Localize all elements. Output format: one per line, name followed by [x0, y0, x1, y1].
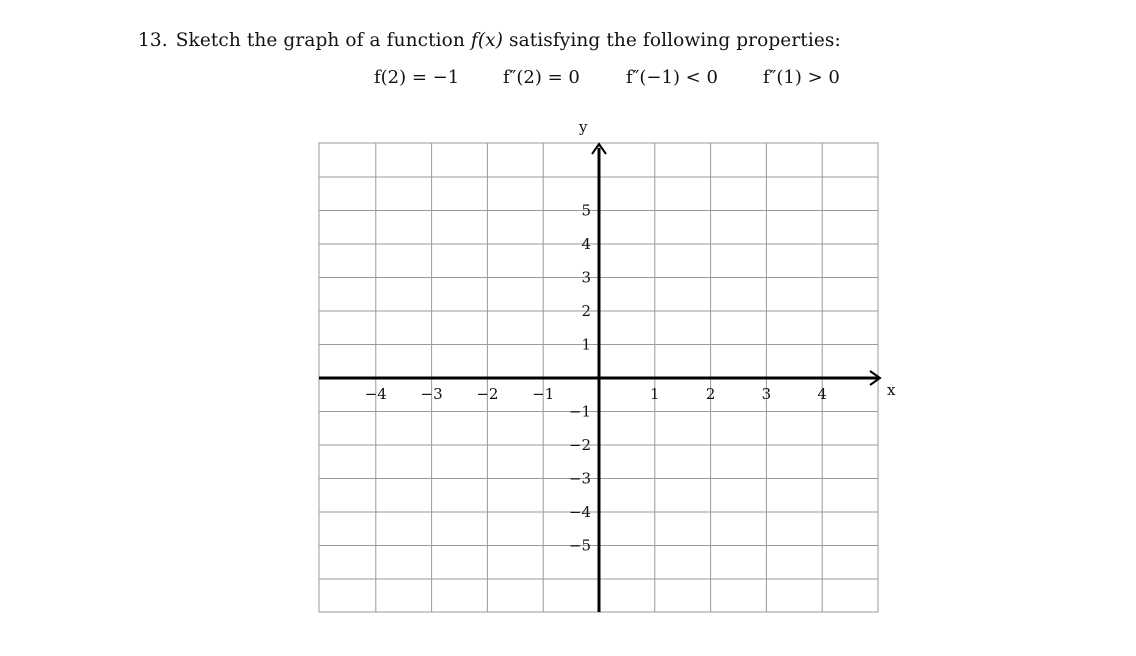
- x-tick-label: −3: [420, 385, 443, 403]
- x-tick-label: 2: [705, 385, 716, 403]
- y-tick-label: 2: [581, 302, 591, 320]
- instruction-text-end: satisfying the following properties:: [503, 30, 841, 51]
- axes: [319, 144, 880, 612]
- x-axis-label: x: [887, 381, 896, 399]
- problem-number: 13.: [138, 30, 168, 51]
- y-tick-label: −2: [568, 436, 591, 454]
- x-tick-label: 4: [817, 385, 827, 403]
- property-second-derivative-at-neg1: f″(−1) < 0: [626, 67, 718, 88]
- x-tick-label: 1: [650, 385, 660, 403]
- y-tick-label: 3: [581, 268, 591, 287]
- x-tick-label: 3: [761, 385, 772, 403]
- property-second-derivative-at-2: f″(2) = 0: [503, 67, 580, 88]
- instruction-text-start: Sketch the graph of a function: [175, 30, 471, 51]
- y-tick-label: −5: [568, 536, 591, 555]
- instruction-function-notation: f(x): [470, 30, 504, 51]
- x-tick-label: −1: [532, 385, 555, 403]
- x-tick-label: −2: [476, 385, 499, 403]
- property-second-derivative-at-1: f″(1) > 0: [763, 67, 840, 88]
- y-axis-label: y: [579, 118, 588, 136]
- y-tick-label: 4: [581, 235, 591, 253]
- property-f-of-2: f(2) = −1: [374, 67, 460, 88]
- y-tick-label: 1: [581, 335, 591, 354]
- y-tick-label: −1: [568, 402, 591, 421]
- y-tick-label: −3: [568, 469, 591, 488]
- x-tick-label: −4: [364, 385, 387, 403]
- y-tick-label: 5: [581, 201, 591, 220]
- y-tick-label: −4: [568, 503, 591, 521]
